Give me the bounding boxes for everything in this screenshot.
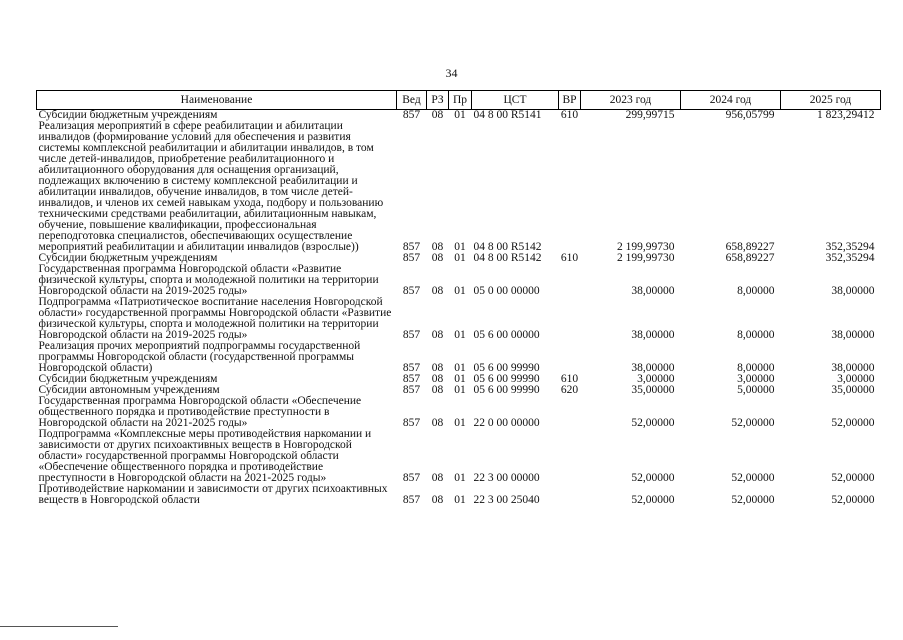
row-ved: 857 (402, 285, 421, 297)
row-pr: 01 (454, 494, 466, 506)
col-header-name: Наименование (37, 91, 397, 110)
row-2025: 52,00000 (831, 417, 875, 429)
row-name: Подпрограмма «Комплексные меры противодействия наркомании и зависимости от других психоактивных веществ в Новгородской области» государственной программы Новгородской области «Обеспечение общественного порядка и противодействие преступности в Новгородской области на 2021-2025 годы» (38, 428, 372, 484)
col-header-pr: Пр (449, 91, 472, 110)
col-header-rz: РЗ (427, 91, 449, 110)
row-ved: 857 (402, 252, 421, 264)
row-ved: 857 (402, 373, 421, 385)
row-rz: 08 (431, 373, 444, 385)
row-pr: 01 (454, 329, 466, 341)
row-name: Государственная программа Новгородской области «Обеспечение общественного порядка и противодействие преступности в Новгородской области на 2021-2025 годы» (38, 395, 362, 429)
row-rz: 08 (431, 109, 444, 121)
row-2025: 38,00000 (831, 329, 875, 341)
row-cst: 04 8 00 R5142 (473, 252, 542, 264)
row-ved: 857 (402, 329, 421, 341)
row-2023: 299,99715 (625, 109, 675, 121)
row-2025: 52,00000 (831, 472, 875, 484)
row-2024: 658,89227 (725, 252, 775, 264)
row-name: Субсидии автономным учреждениям (38, 384, 220, 396)
row-name: Субсидии бюджетным учреждениям (38, 252, 218, 264)
row-2023: 2 199,99730 (617, 252, 675, 264)
row-name: Государственная программа Новгородской области «Развитие физической культуры, спорта и молодежной политики на территории Новгородской области на 2019-2025 годы» (38, 263, 379, 297)
row-cst: 05 6 00 00000 (473, 329, 540, 341)
table-body (37, 110, 881, 507)
row-name: Реализация прочих мероприятий подпрограммы государственной программы Новгородской области (государственной программы Новгородской области) (38, 340, 361, 374)
row-pr: 01 (454, 285, 466, 297)
row-2025: 52,00000 (831, 494, 875, 506)
row-2025: 352,35294 (825, 241, 875, 253)
row-pr: 01 (454, 252, 466, 264)
row-vr (559, 264, 581, 297)
row-2024: 956,05799 (725, 109, 775, 121)
row-vr: 620 (560, 384, 579, 396)
row-2023: 52,00000 (631, 472, 675, 484)
col-header-2025: 2025 год (781, 91, 881, 110)
row-2023: 3,00000 (637, 373, 675, 385)
col-header-2024: 2024 год (681, 91, 781, 110)
row-ved: 857 (402, 472, 421, 484)
row-pr: 01 (454, 362, 466, 374)
row-rz: 08 (431, 472, 444, 484)
row-2024: 5,00000 (737, 384, 775, 396)
row-rz: 08 (431, 362, 444, 374)
row-vr (559, 484, 581, 506)
row-2025: 352,35294 (825, 252, 875, 264)
row-vr (559, 396, 581, 429)
row-rz: 08 (431, 285, 444, 297)
row-cst: 22 3 00 00000 (473, 472, 540, 484)
table-row (37, 396, 881, 429)
row-2025: 1 823,29412 (817, 109, 875, 121)
row-vr (559, 121, 581, 253)
row-pr: 01 (454, 472, 466, 484)
row-name: Реализация мероприятий в сфере реабилитации и абилитации инвалидов (формирование условий для обеспечения и развития системы комплексной реабилитации и абилитации инвалидов, в том числе детей-инвалидов, приобретение реабилитационного и абилитационного оборудования для оснащения организаций, подлежащих включению в систему комплексной реабилитации и абилитации инвалидов, обучение инвалидов, в том числе детей-инвалидов, и членов их семей навыкам ухода, подбору и пользованию техническими средствами реабилитации, абилитационным навыкам, обучение, повышение квалификации, профессиональная переподготовка специалистов, обеспечивающих осуществление мероприятий реабилитации и абилитации инвалидов (взрослые)) (38, 120, 384, 253)
row-vr: 610 (560, 109, 579, 121)
row-2023: 35,00000 (631, 384, 675, 396)
row-ved: 857 (402, 109, 421, 121)
row-cst: 05 0 00 00000 (473, 285, 540, 297)
row-name: Противодействие наркомании и зависимости от других психоактивных веществ в Новгородской области (38, 483, 388, 506)
row-cst: 05 6 00 99990 (473, 384, 540, 396)
row-name: Субсидии бюджетным учреждениям (38, 373, 218, 385)
row-pr: 01 (454, 384, 466, 396)
row-2025: 3,00000 (837, 373, 875, 385)
row-2023: 52,00000 (631, 494, 675, 506)
row-cst: 22 0 00 00000 (473, 417, 540, 429)
row-vr (559, 297, 581, 341)
row-name: Субсидии бюджетным учреждениям (38, 109, 218, 121)
row-rz: 08 (431, 384, 444, 396)
row-vr: 610 (560, 373, 579, 385)
row-ved: 857 (402, 384, 421, 396)
table-row (37, 121, 881, 253)
row-2025: 38,00000 (831, 285, 875, 297)
row-2023: 38,00000 (631, 329, 675, 341)
row-name: Подпрограмма «Патриотическое воспитание населения Новгородской области» государственной программы Новгородской области «Развитие физической культуры, спорта и молодежной политики на территории Новгородской области на 2019-2025 годы» (38, 296, 392, 341)
table-row (37, 341, 881, 374)
table-row (37, 264, 881, 297)
row-2023: 38,00000 (631, 285, 675, 297)
row-ved: 857 (402, 417, 421, 429)
row-ved: 857 (402, 362, 421, 374)
table-row (37, 297, 881, 341)
row-cst: 05 6 00 99990 (473, 362, 540, 374)
row-2023: 52,00000 (631, 417, 675, 429)
row-pr: 01 (454, 417, 466, 429)
row-vr: 610 (560, 252, 579, 264)
row-2024: 8,00000 (737, 329, 775, 341)
table-row (37, 429, 881, 484)
col-header-cst: ЦСТ (472, 91, 559, 110)
row-vr (559, 429, 581, 484)
row-rz: 08 (431, 241, 444, 253)
row-2024: 52,00000 (731, 472, 775, 484)
table-header-row (37, 91, 881, 110)
row-2024: 3,00000 (737, 373, 775, 385)
budget-table (36, 90, 881, 506)
row-rz: 08 (431, 417, 444, 429)
row-2024: 52,00000 (731, 494, 775, 506)
row-rz: 08 (431, 329, 444, 341)
table-row (37, 484, 881, 506)
row-cst: 04 8 00 R5141 (473, 109, 542, 121)
row-ved: 857 (402, 241, 421, 253)
row-ved: 857 (402, 494, 421, 506)
row-rz: 08 (431, 252, 444, 264)
row-2024: 52,00000 (731, 417, 775, 429)
row-vr (559, 341, 581, 374)
row-cst: 04 8 00 R5142 (473, 241, 542, 253)
row-pr: 01 (454, 373, 466, 385)
page-number: 34 (445, 66, 458, 80)
row-pr: 01 (454, 109, 466, 121)
row-2025: 35,00000 (831, 384, 875, 396)
row-pr: 01 (454, 241, 466, 253)
row-2023: 38,00000 (631, 362, 675, 374)
col-header-vr: ВР (559, 91, 581, 110)
col-header-ved: Вед (397, 91, 427, 110)
row-2024: 8,00000 (737, 362, 775, 374)
row-rz: 08 (431, 494, 444, 506)
col-header-2023: 2023 год (581, 91, 681, 110)
row-2024: 8,00000 (737, 285, 775, 297)
row-2024: 658,89227 (725, 241, 775, 253)
row-cst: 05 6 00 99990 (473, 373, 540, 385)
row-2023: 2 199,99730 (617, 241, 675, 253)
footnote-divider (0, 626, 118, 627)
row-cst: 22 3 00 25040 (473, 494, 540, 506)
row-2025: 38,00000 (831, 362, 875, 374)
